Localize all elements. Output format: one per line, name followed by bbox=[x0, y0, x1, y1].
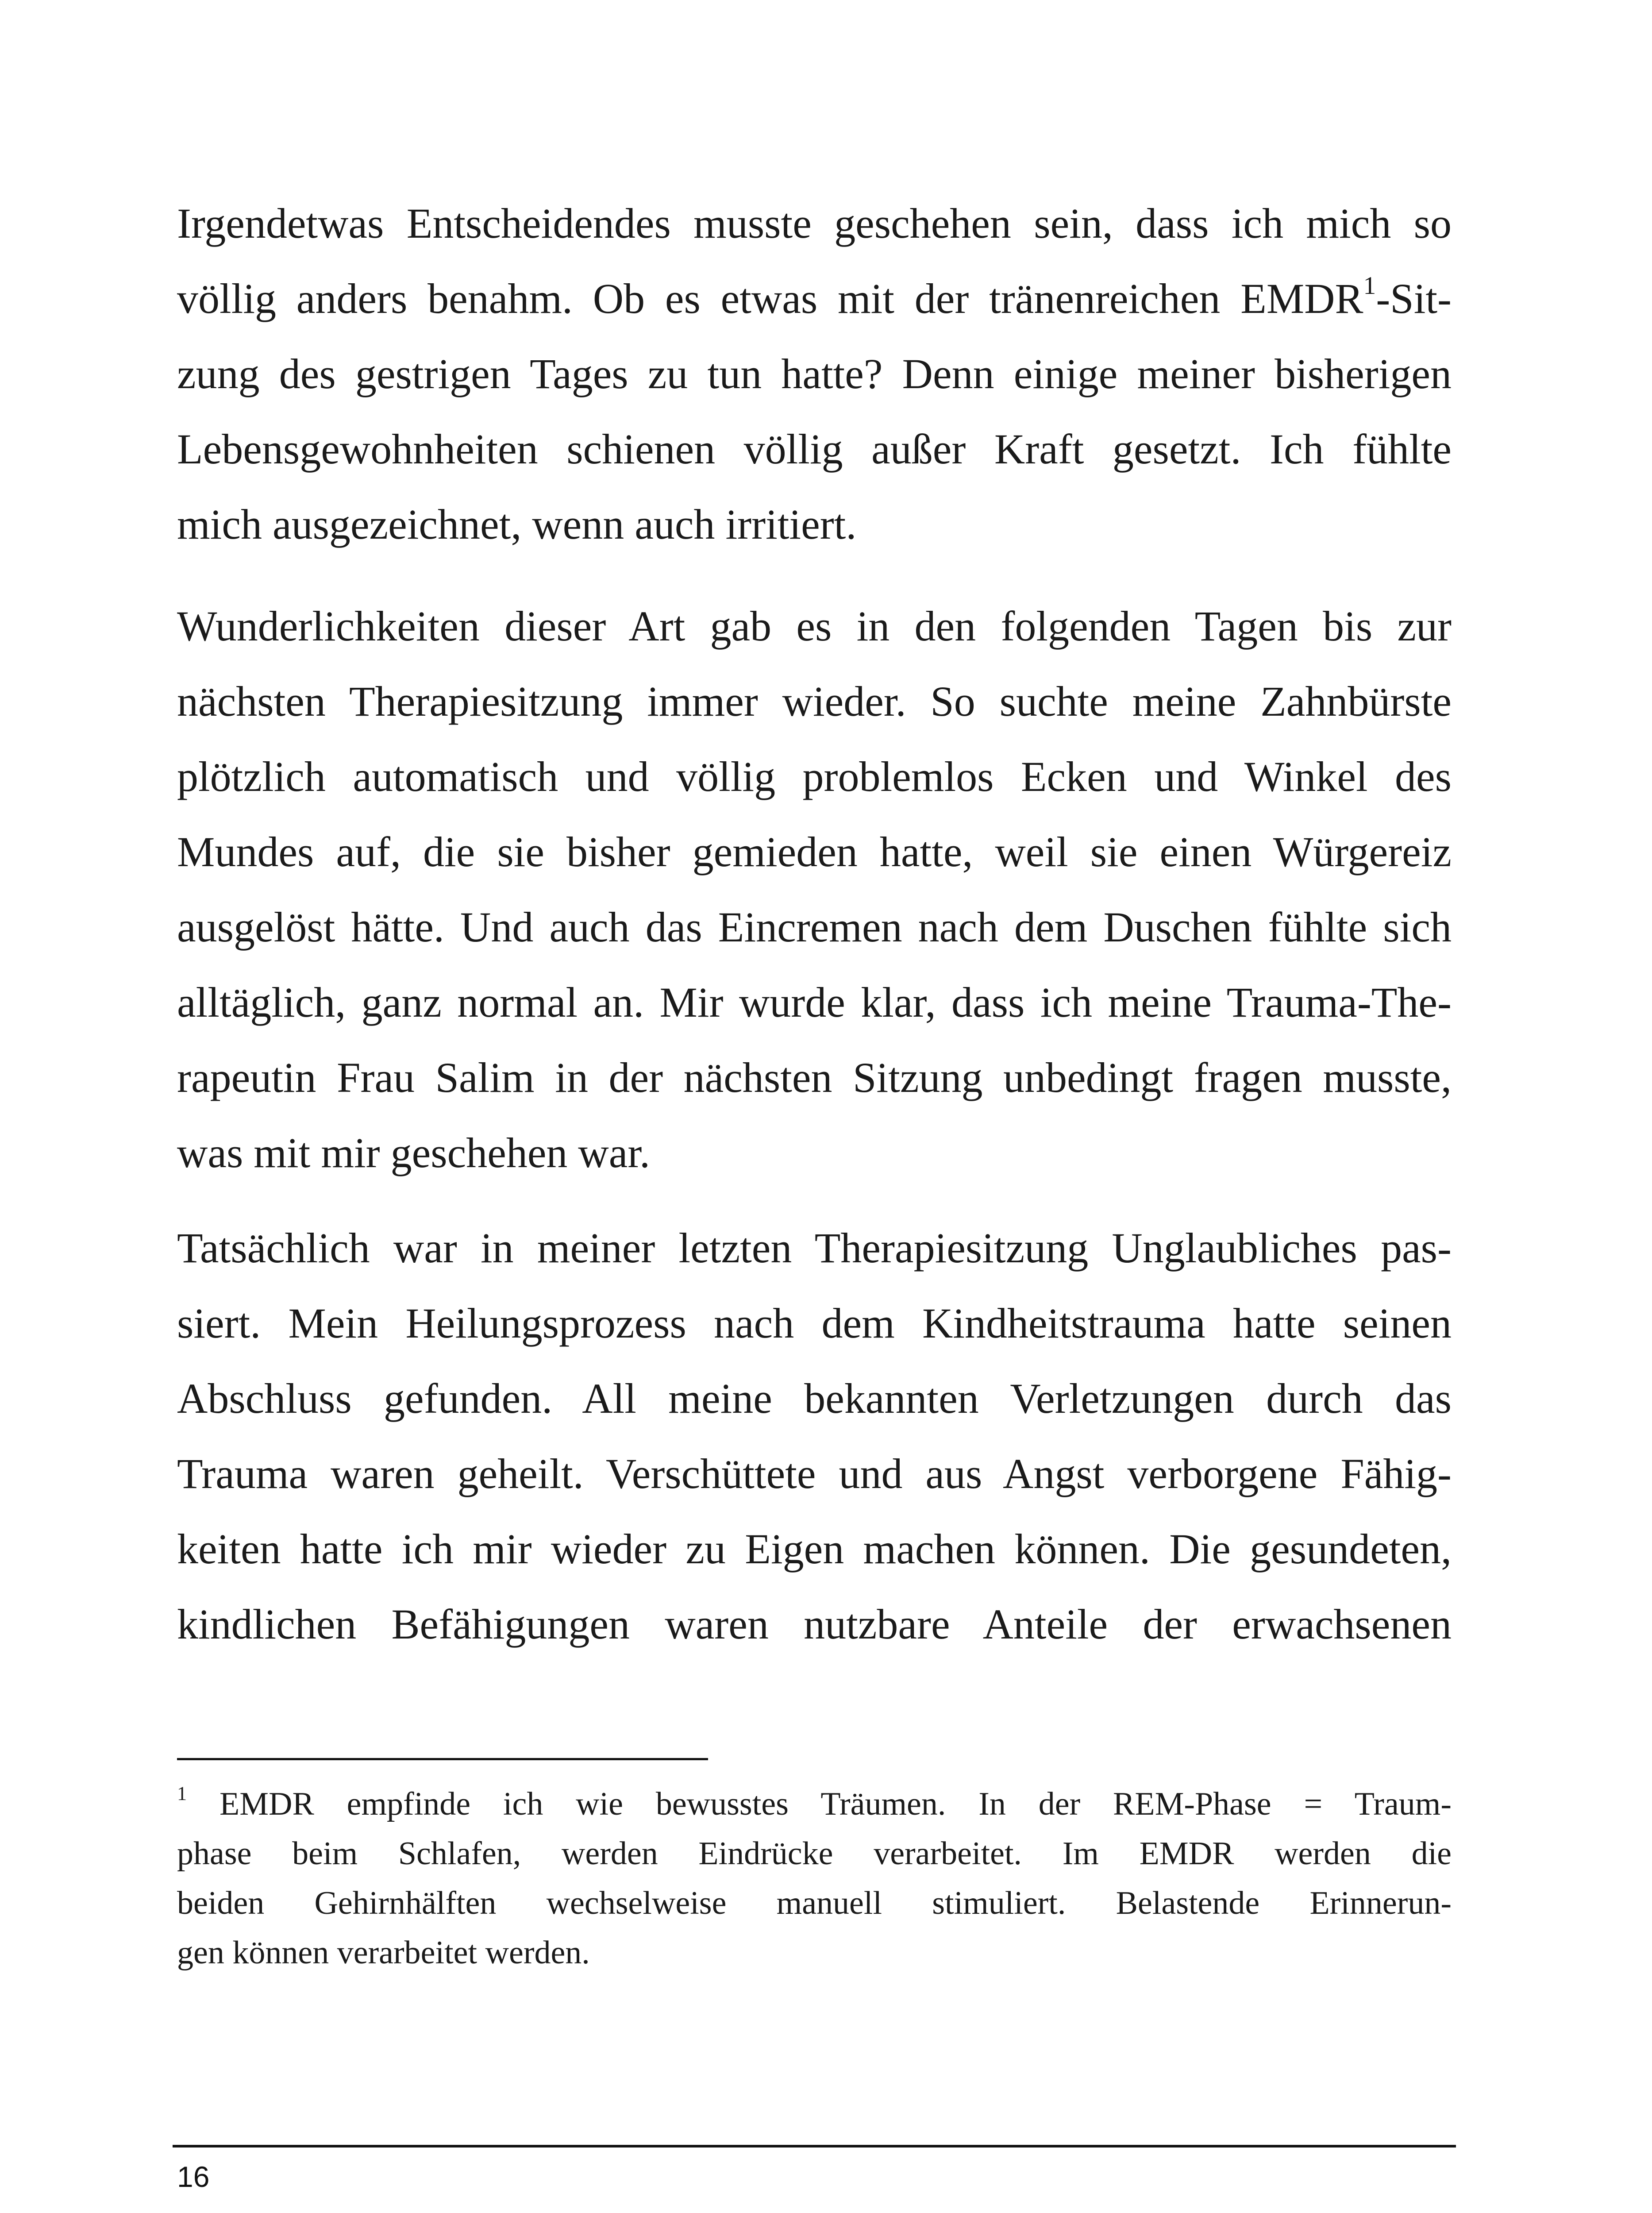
text-line: keiten hatte ich mir wieder zu Eigen machen können. Die gesundeten, bbox=[177, 1525, 1452, 1573]
text-line: ausgelöst hätte. Und auch das Eincremen nach dem Duschen fühlte sich bbox=[177, 903, 1452, 951]
footnote-separator bbox=[177, 1758, 708, 1760]
page-number: 16 bbox=[177, 2160, 210, 2193]
footer-divider bbox=[173, 2145, 1456, 2147]
text-line: was mit mir geschehen war. bbox=[177, 1129, 651, 1176]
footnote-reference: 1 bbox=[1363, 271, 1376, 300]
text-line: plötzlich automatisch und völlig problemlos Ecken und Winkel des bbox=[177, 753, 1452, 800]
text-line: Irgendetwas Entscheidendes musste geschehen sein, dass ich mich so bbox=[177, 200, 1452, 247]
text-line: Wunderlichkeiten dieser Art gab es in den folgenden Tagen bis zur bbox=[177, 602, 1452, 650]
text-line: nächsten Therapiesitzung immer wieder. So suchte meine Zahnbürste bbox=[177, 678, 1452, 725]
text-fragment: -Sit- bbox=[1376, 275, 1452, 322]
footnote-marker: 1 bbox=[177, 1782, 187, 1804]
text-line: mich ausgezeichnet, wenn auch irritiert. bbox=[177, 501, 857, 548]
paragraph-3 bbox=[177, 1211, 1452, 1662]
text-line: zung des gestrigen Tages zu tun hatte? Denn einige meiner bisherigen bbox=[177, 350, 1452, 397]
paragraph-1 bbox=[177, 186, 1452, 562]
paragraph-2 bbox=[177, 589, 1452, 1191]
text-fragment: völlig anders benahm. Ob es etwas mit der tränenreichen EMDR bbox=[177, 275, 1363, 322]
text-line: Abschluss gefunden. All meine bekannten Verletzungen durch das bbox=[177, 1375, 1452, 1422]
footnote-line: phase beim Schlafen, werden Eindrücke verarbeitet. Im EMDR werden die bbox=[177, 1835, 1452, 1872]
text-line: Tatsächlich war in meiner letzten Therapiesitzung Unglaubliches pas- bbox=[177, 1224, 1452, 1272]
text-line: Mundes auf, die sie bisher gemieden hatte, weil sie einen Würgereiz bbox=[177, 828, 1452, 875]
footnote-line: gen können verarbeitet werden. bbox=[177, 1935, 590, 1971]
text-line: siert. Mein Heilungsprozess nach dem Kindheitstrauma hatte seinen bbox=[177, 1299, 1452, 1347]
footnote-line bbox=[177, 1779, 1452, 1829]
text-line bbox=[177, 261, 1452, 336]
text-line: Trauma waren geheilt. Verschüttete und aus Angst verborgene Fähig- bbox=[177, 1450, 1452, 1497]
footnote bbox=[177, 1779, 1452, 1978]
text-line: kindlichen Befähigungen waren nutzbare Anteile der erwachsenen bbox=[177, 1600, 1452, 1648]
text-fragment: EMDR empfinde ich wie bewusstes Träumen. In der REM-Phase = Traum- bbox=[187, 1786, 1452, 1822]
text-line: alltäglich, ganz normal an. Mir wurde klar, dass ich meine Trauma-The- bbox=[177, 979, 1452, 1026]
text-line: Lebensgewohnheiten schienen völlig außer Kraft gesetzt. Ich fühlte bbox=[177, 425, 1452, 473]
footnote-line: beiden Gehirnhälften wechselweise manuell stimuliert. Belastende Erinnerun- bbox=[177, 1885, 1452, 1921]
text-line: rapeutin Frau Salim in der nächsten Sitzung unbedingt fragen musste, bbox=[177, 1054, 1452, 1101]
